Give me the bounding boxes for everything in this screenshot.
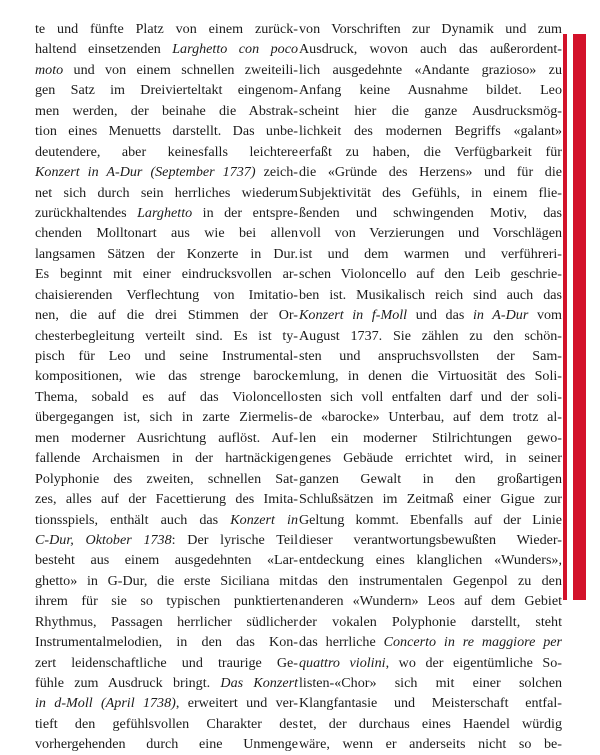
text-line <box>35 632 298 652</box>
text-run: , wo der eigentümliche So- <box>385 654 562 671</box>
text-line <box>299 264 562 284</box>
text-run: gen Satz im Dreivierteltakt eingenom- <box>35 82 298 99</box>
text-line <box>35 162 298 182</box>
text-run: Polyphonie des zweiten, schnellen Sat- <box>35 470 298 487</box>
text-line <box>299 714 562 734</box>
text-run: entdeckung eines klanglichen «Wunders», <box>299 552 562 569</box>
text-run: von Vorschriften zur Dynamik und zum <box>299 21 562 37</box>
text-line <box>299 285 562 305</box>
text-run: und das <box>407 307 473 324</box>
text-line <box>299 469 562 489</box>
text-run: haltend einsetzenden <box>35 41 173 58</box>
text-run: vom <box>528 307 563 324</box>
red-thick-stripe <box>573 34 586 600</box>
text-line <box>35 346 298 366</box>
text-run: Instrumentalmelodien, in den das Kon- <box>35 634 298 651</box>
text-line <box>35 734 298 754</box>
text-run: listen-«Chor» sich mit einer solchen <box>299 675 562 691</box>
text-run: zes, alles auf der Facettierung des Imita- <box>35 491 298 508</box>
left-text-column <box>35 19 298 755</box>
text-run: Klangfantasie und Meisterschaft entfal- <box>299 695 562 712</box>
text-run: kompositionen, wie das strenge barocke <box>35 368 298 385</box>
text-line <box>35 673 298 693</box>
text-line <box>35 305 298 325</box>
text-line <box>35 693 298 713</box>
text-run: scheint hier die ganze Ausdrucksmög- <box>299 102 562 119</box>
text-line <box>299 734 562 754</box>
text-run: sten und anspruchsvollsten der Sam- <box>299 348 562 364</box>
text-line <box>35 121 298 141</box>
text-run: nen, die auf die drei Stimmen der Or- <box>35 307 298 324</box>
text-run: tion eines Menuetts darstellt. Das unbe- <box>35 123 298 140</box>
text-run: Rhythmus, Passagen herrlicher südlicher <box>35 613 298 630</box>
text-line <box>299 571 562 591</box>
italic-title-run: Larghetto <box>137 204 193 221</box>
text-run: übergegangen ist, sich in zarte Ziermelis- <box>35 409 298 426</box>
text-run: das den instrumentalen Gegenpol zu den <box>299 572 562 589</box>
italic-title-run: quattro violini <box>299 654 386 671</box>
text-line <box>299 183 562 203</box>
text-line <box>35 39 298 59</box>
text-line <box>299 407 562 427</box>
text-run: ben ist. Musikalisch reich sind auch das <box>299 286 562 303</box>
text-line <box>35 19 298 39</box>
text-run: in der entspre- <box>192 204 299 221</box>
text-line <box>299 60 562 80</box>
text-run: chenden Molltonart aus wie bei allen <box>35 225 298 242</box>
text-line <box>299 142 562 162</box>
text-line <box>299 673 562 693</box>
text-line <box>299 510 562 530</box>
text-line <box>35 80 298 100</box>
text-run: Subjektivität des Gefühls, in einem flie- <box>299 184 562 201</box>
italic-title-run: Konzert in A-Dur (September 1737) <box>35 164 256 181</box>
text-run: de «barocke» Unterbau, auf dem trotz al- <box>299 409 562 426</box>
text-line <box>299 387 562 407</box>
italic-title-run: moto <box>35 61 64 78</box>
text-line <box>299 489 562 509</box>
text-line <box>299 223 562 243</box>
text-line <box>299 121 562 141</box>
text-run: besteht aus einem ausgedehnten «Lar- <box>35 552 298 569</box>
text-line <box>35 428 298 448</box>
text-run: te und fünfte Platz von einem zurück- <box>35 21 298 37</box>
text-run: fühle zum Ausdruck bringt. <box>35 675 221 691</box>
text-line <box>299 550 562 570</box>
text-run: das herrliche <box>299 634 384 651</box>
text-run: vorhergehenden durch eine Unmenge <box>35 736 298 753</box>
text-line <box>299 80 562 100</box>
text-run: tionsspiels, enthält auch das <box>35 511 231 528</box>
text-run: anderen «Wundern» Leos auf dem Gebiet <box>299 593 562 610</box>
italic-title-run: Konzert in <box>230 511 299 528</box>
text-line <box>35 203 298 223</box>
text-line <box>35 244 298 264</box>
text-run: der vokalen Polyphonie darstellt, steht <box>299 613 562 630</box>
text-line <box>35 469 298 489</box>
italic-title-run: Das Konzert <box>220 675 298 691</box>
red-thin-stripe <box>563 34 567 600</box>
text-run: Ausdruck, wovon auch das außerordent- <box>299 41 562 58</box>
text-line <box>35 448 298 468</box>
text-run: August 1737. Sie zählen zu den schön- <box>299 327 562 344</box>
text-run: ihrem für sie so typischen punktierten <box>35 593 298 610</box>
text-run: zeich- <box>255 164 298 181</box>
text-run: dieser verantwortungsbewußten Wieder- <box>299 531 562 548</box>
text-run: : Der lyrische Teil <box>171 531 298 548</box>
text-line <box>35 387 298 407</box>
text-run: ghetto» in G-Dur, die erste Siciliana mit <box>35 572 298 589</box>
text-run: deutendere, aber keinesfalls leichtere <box>35 143 298 160</box>
text-run: , erweitert und ver- <box>175 695 298 712</box>
text-line <box>35 285 298 305</box>
text-line <box>35 183 298 203</box>
text-run: Es beginnt mit einer eindrucksvollen ar- <box>35 266 298 283</box>
text-line <box>299 428 562 448</box>
text-line <box>35 612 298 632</box>
text-run: tet, der durchaus eines Haendel würdig <box>299 715 562 732</box>
text-run: tieft den gefühlsvollen Charakter des <box>35 715 298 732</box>
text-line <box>35 264 298 284</box>
text-run: zert leidenschaftliche und traurige Ge- <box>35 654 298 671</box>
text-run: die «Gründe des Herzens» und für die <box>299 164 562 181</box>
text-run: fallende Archaismen in der hartnäckigen <box>35 450 298 467</box>
right-text-column <box>299 19 562 755</box>
italic-title-run: C-Dur, Oktober 1738 <box>35 531 172 548</box>
italic-title-run: in A-Dur <box>472 307 529 324</box>
text-run: men moderner Ausrichtung auflöst. Auf- <box>35 429 298 446</box>
text-run: sten sich voll entfalten darf und der soli- <box>299 388 562 405</box>
text-line <box>35 101 298 121</box>
text-line <box>35 407 298 427</box>
text-run: mlung, in denen die Virtuosität des Soli- <box>299 368 562 385</box>
text-run: chesterbegleitung verteilt sind. Es ist ty- <box>35 327 298 344</box>
text-run: zurückhaltendes <box>35 204 138 221</box>
italic-title-run: Concerto in re maggiore per <box>383 634 562 651</box>
text-run: ist und dem warmen und verführeri- <box>299 245 562 262</box>
text-run: len ein moderner Stilrichtungen gewo- <box>299 429 562 446</box>
text-run: schen Violoncello auf den Leib geschrie- <box>299 266 562 283</box>
text-line <box>299 101 562 121</box>
text-run: Schlußsätzen im Zeitmaß einer Gigue zur <box>299 491 562 508</box>
text-line <box>35 571 298 591</box>
text-run: net sich durch sein herrliches wiederum <box>35 184 298 201</box>
text-run: und von einem schnellen zweiteili- <box>63 61 298 78</box>
text-line <box>299 326 562 346</box>
text-line <box>35 366 298 386</box>
text-line <box>299 39 562 59</box>
text-line <box>299 448 562 468</box>
text-run: pisch für Leo und seine Instrumental- <box>35 348 298 364</box>
text-line <box>35 489 298 509</box>
text-line <box>35 60 298 80</box>
text-line <box>299 244 562 264</box>
text-run: erfaßt zu haben, die Verfügbarkeit für <box>299 143 562 160</box>
text-run: Geltung kommt. Ebenfalls auf der Linie <box>299 511 562 528</box>
text-line <box>299 366 562 386</box>
text-line <box>299 612 562 632</box>
text-run: ßenden und schwingenden Motiv, das <box>299 204 562 221</box>
text-line <box>299 653 562 673</box>
italic-title-run: in d-Moll (April 1738) <box>35 695 176 712</box>
italic-title-run: Konzert in f-Moll <box>299 307 408 324</box>
text-line <box>299 530 562 550</box>
text-line <box>35 326 298 346</box>
text-line <box>299 346 562 366</box>
text-line <box>35 142 298 162</box>
text-run: men werden, der beinahe die Abstrak- <box>35 102 298 119</box>
text-run: Anfang keine Ausnahme bildet. Leo <box>299 82 562 99</box>
text-run: wäre, wenn er anderseits nicht so be- <box>299 736 562 753</box>
text-line <box>35 510 298 530</box>
text-run: lich ausgedehnte «Andante grazioso» zu <box>299 61 562 78</box>
text-run: chaisierenden Verflechtung von Imitatio- <box>35 286 298 303</box>
text-line <box>35 653 298 673</box>
text-line <box>35 530 298 550</box>
text-line <box>35 550 298 570</box>
text-line <box>299 19 562 39</box>
text-run: ganzen Gewalt in den großartigen <box>299 470 562 487</box>
text-line <box>35 591 298 611</box>
text-line <box>299 693 562 713</box>
text-line <box>299 203 562 223</box>
text-line <box>299 305 562 325</box>
red-edge-stripes <box>563 34 600 600</box>
text-line <box>35 714 298 734</box>
text-line <box>299 632 562 652</box>
text-line <box>35 223 298 243</box>
text-run: genes Gebäude errichtet wird, in seiner <box>299 450 562 467</box>
text-run: voll von Verzierungen und Vorschlägen <box>299 225 562 242</box>
text-line <box>299 591 562 611</box>
text-run: langsamen Sätzen der Konzerte in Dur. <box>35 245 298 262</box>
text-run: lichkeit des modernen Begriffs «galant» <box>299 123 562 140</box>
italic-title-run: Larghetto con poco <box>172 41 298 58</box>
text-line <box>299 162 562 182</box>
text-run: Thema, sobald es auf das Violoncello <box>35 388 298 405</box>
